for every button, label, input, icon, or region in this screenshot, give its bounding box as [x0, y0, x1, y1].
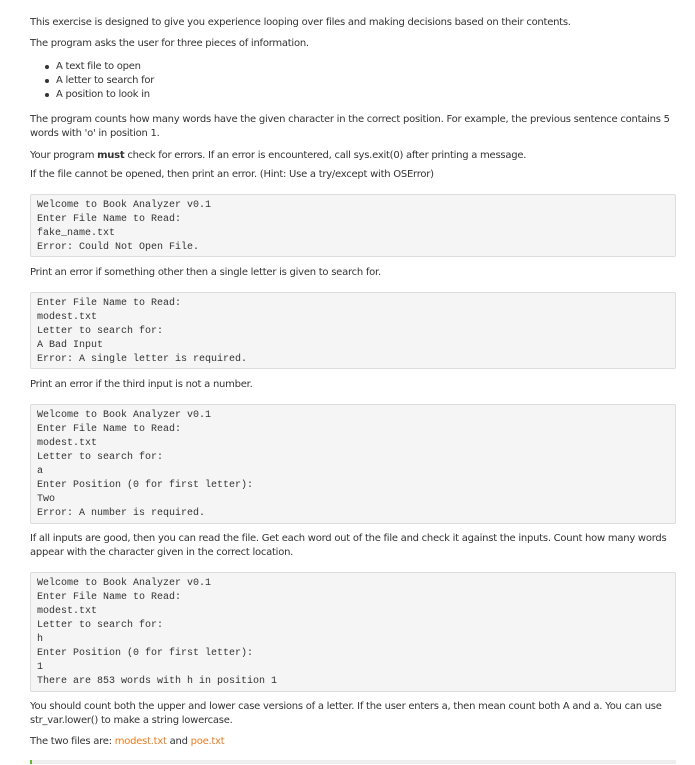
- modest-file-link[interactable]: modest.txt: [114, 736, 167, 747]
- bottom-divider: [30, 760, 676, 764]
- list-item: A letter to search for: [56, 74, 676, 88]
- code-line: Welcome to Book Analyzer v0.1: [37, 578, 212, 589]
- poe-file-link[interactable]: poe.txt: [190, 736, 225, 747]
- code-example-letter-error: [30, 292, 676, 369]
- code-line: Enter File Name to Read:: [37, 424, 182, 435]
- code-line: modest.txt: [37, 438, 98, 449]
- code-line: Error: A number is required.: [37, 508, 206, 519]
- code-line: Enter File Name to Read:: [37, 298, 182, 309]
- code-line: Enter Position (0 for first letter):: [37, 648, 254, 659]
- code-line: Welcome to Book Analyzer v0.1: [37, 200, 212, 211]
- code-line: fake_name.txt: [37, 228, 116, 239]
- bullet-icon: [45, 79, 49, 83]
- code-line: Enter File Name to Read:: [37, 214, 182, 225]
- code-line: h: [37, 634, 44, 645]
- intro-paragraph: This exercise is designed to give you experience looping over files and making decisions based on their contents.: [30, 17, 571, 28]
- code-line: 1: [37, 662, 44, 673]
- file-error-paragraph: If the file cannot be opened, then print an error. (Hint: Use a try/except with OSError): [30, 169, 434, 180]
- bullet-icon: [45, 65, 49, 69]
- bullet-icon: [45, 93, 49, 97]
- code-line: modest.txt: [37, 606, 98, 617]
- code-line: There are 853 words with h in position 1: [37, 676, 278, 687]
- list-item: A position to look in: [56, 88, 676, 102]
- code-line: Letter to search for:: [37, 452, 164, 463]
- code-line: A Bad Input: [37, 340, 104, 351]
- bottom-accent-mark: [30, 760, 32, 764]
- letter-error-paragraph: Print an error if something other then a single letter is given to search for.: [30, 267, 381, 278]
- code-line: Error: A single letter is required.: [37, 354, 248, 365]
- code-line: Error: Could Not Open File.: [37, 242, 200, 253]
- errors-paragraph: Your program must check for errors. If an error is encountered, call sys.exit(0) after printing a message.: [30, 150, 527, 161]
- emphasis-text: must: [97, 150, 125, 161]
- info-list: [30, 60, 676, 102]
- code-line: Two: [37, 494, 56, 505]
- code-line: a: [37, 466, 44, 477]
- case-note-paragraph: You should count both the upper and lower case versions of a letter. If the user enters a, then mean count both A and a. You can use str_var.lower() to make a string lowercase.: [30, 701, 662, 726]
- files-paragraph: The two files are: modest.txt and poe.txt: [30, 736, 225, 747]
- code-example-number-error: [30, 404, 676, 524]
- code-line: Letter to search for:: [37, 326, 164, 337]
- code-line: Welcome to Book Analyzer v0.1: [37, 410, 212, 421]
- list-item: A text file to open: [56, 60, 676, 74]
- code-line: Letter to search for:: [37, 620, 164, 631]
- code-example-success: [30, 572, 676, 692]
- asks-paragraph: The program asks the user for three pieces of information.: [30, 38, 309, 49]
- code-line: Enter File Name to Read:: [37, 592, 182, 603]
- inputs-good-paragraph: If all inputs are good, then you can read the file. Get each word out of the file and check it against the inputs. Count how many words appear with the character given in the correct location.: [30, 533, 667, 558]
- code-example-open-error: [30, 194, 676, 257]
- code-line: modest.txt: [37, 312, 98, 323]
- number-error-paragraph: Print an error if the third input is not a number.: [30, 379, 253, 390]
- code-line: Enter Position (0 for first letter):: [37, 480, 254, 491]
- counts-paragraph: The program counts how many words have the given character in the correct position. For example, the previous sentence contains 5 words with 'o' in position 1.: [30, 114, 670, 139]
